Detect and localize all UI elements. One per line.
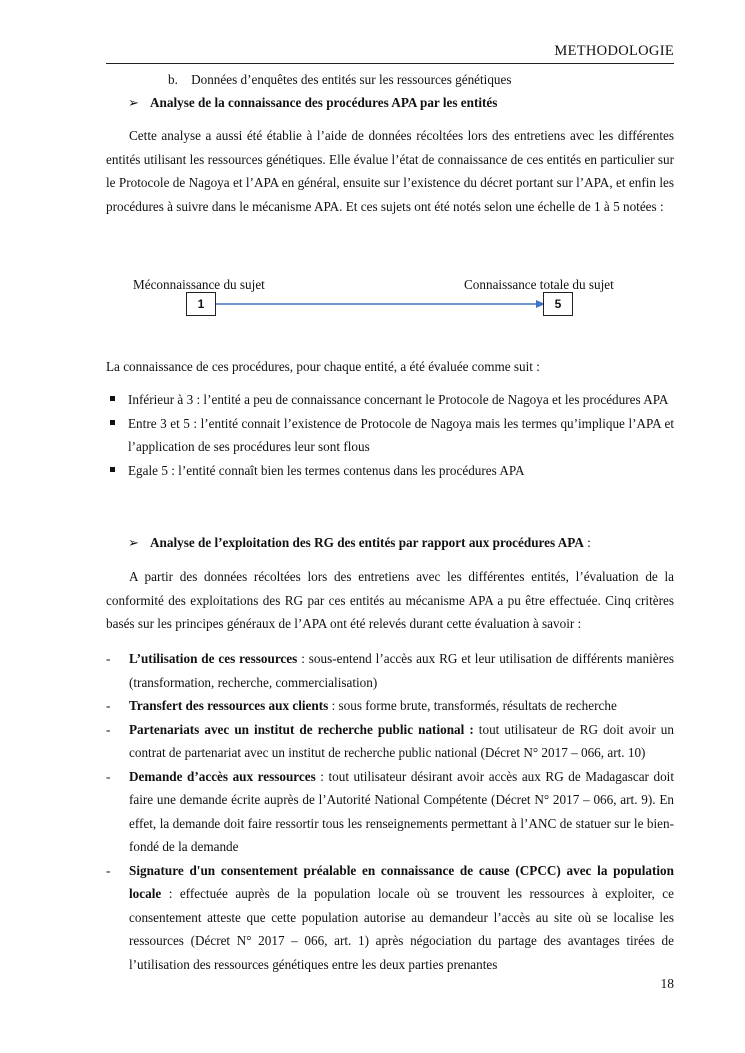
- running-header-title: METHODOLOGIE: [554, 43, 674, 59]
- section-heading-text: Analyse de l’exploitation des RG des entités par rapport aux procédures APA: [150, 535, 584, 550]
- paragraph-apa-knowledge: Cette analyse a aussi été établie à l’aide de données récoltées lors des entretiens avec les différentes entités utilisant les ressources génétiques. Elle évalue l’état de connaissance de ces entités en particulier sur le Protocole de Nagoya et l’APA en général, ensuite sur l’existence du décret portant sur l’APA, et enfin les procédures à suivre dans le mécanisme APA. Et ces sujets ont été notés selon une échelle de 1 à 5 notées :: [106, 128, 674, 214]
- square-bullet-icon: [110, 420, 115, 425]
- dash-bullet: -: [106, 698, 111, 713]
- section-heading-text: Analyse de la connaissance des procédures APA par les entités: [150, 95, 498, 110]
- list-item: - Partenariats avec un institut de recherche public national : tout utilisateur de RG doit avoir un contrat de partenariat avec un institut de recherche public national (Décret N° 2017 – 066, art. 10): [106, 718, 674, 765]
- list-item: - Transfert des ressources aux clients : sous forme brute, transformés, résultats de recherche: [106, 694, 674, 718]
- scale-left-label: Méconnaissance du sujet: [133, 277, 265, 292]
- dash-bullet: -: [106, 862, 111, 878]
- dash-bullet: -: [106, 768, 111, 784]
- arrowhead-bullet-icon: ➢: [128, 535, 140, 550]
- dash-bullet: -: [106, 721, 111, 737]
- evaluation-intro: La connaissance de ces procédures, pour chaque entité, a été évaluée comme suit :: [106, 359, 540, 374]
- list-item: Entre 3 et 5 : l’entité connait l’existence de Protocole de Nagoya mais les termes qu’implique l’APA et l’application de ses procédures leur sont flous: [106, 412, 674, 459]
- page-number: 18: [660, 976, 674, 991]
- list-item: - Signature d'un consentement préalable en connaissance de cause (CPCC) avec la population locale : effectuée auprès de la population locale où se trouvent les ressources à exploiter, ce consentement atteste que cette population autorise au demandeur l’accès au site où se localise les ressources (Décret N° 2017 – 066, art. 1) après négociation du partage des avantages tirées de l’utilisation des ressources génétiques entre les deux parties prenantes: [106, 859, 674, 977]
- subsection-title: b. Données d’enquêtes des entités sur les ressources génétiques: [168, 72, 512, 87]
- arrowhead-bullet-icon: ➢: [128, 95, 140, 110]
- scale-min-box: 1: [186, 292, 216, 316]
- square-bullet-icon: [110, 467, 115, 472]
- scale-arrow-line: [215, 297, 545, 311]
- evaluation-list: [106, 388, 674, 482]
- dash-bullet: -: [106, 651, 111, 666]
- section-heading-apa-knowledge: [128, 91, 688, 115]
- list-item: - Demande d’accès aux ressources : tout utilisateur désirant avoir accès aux RG de Madagascar doit faire une demande écrite auprès de l’Autorité National Compétente (Décret N° 2017 – 066, art. 9). En effet, la demande doit faire ressortir tous les renseignements permettant à l’ANC de statuer sur le bien-fondé de la demande: [106, 765, 674, 859]
- list-item: Egale 5 : l’entité connaît bien les termes contenus dans les procédures APA: [106, 459, 674, 483]
- list-item: Inférieur à 3 : l’entité a peu de connaissance concernant le Protocole de Nagoya et les procédures APA: [106, 388, 674, 412]
- criteria-list: [106, 647, 674, 976]
- header-rule: [106, 63, 674, 64]
- paragraph-rg-exploitation: A partir des données récoltées lors des entretiens avec les différentes entités, l’évaluation de la conformité des exploitations des RG par ces entités au mécanisme APA a pu être effectuée. Cinq critères basés sur les principes généraux de l’APA ont été relevés durant cette évaluation à savoir :: [106, 569, 674, 631]
- square-bullet-icon: [110, 396, 115, 401]
- scale-max-box: 5: [543, 292, 573, 316]
- list-item: - L’utilisation de ces ressources : sous-entend l’accès aux RG et leur utilisation de différents manières (transformation, recherche, commercialisation): [106, 647, 674, 694]
- section-heading-rg-exploitation: ➢ Analyse de l’exploitation des RG des entités par rapport aux procédures APA :: [128, 531, 688, 555]
- scale-right-label: Connaissance totale du sujet: [464, 277, 614, 292]
